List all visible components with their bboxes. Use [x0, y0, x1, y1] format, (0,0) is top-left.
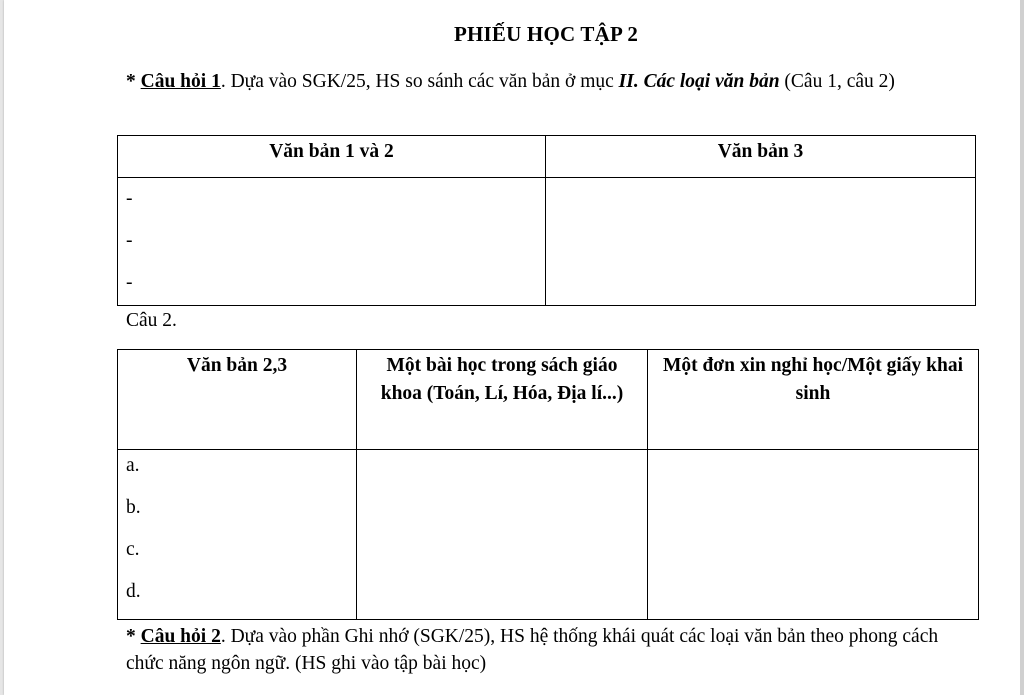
question-1-prefix: * [126, 71, 141, 92]
question-1-text-b: (Câu 1, câu 2) [779, 71, 895, 92]
page-title: PHIẾU HỌC TẬP 2 [453, 22, 639, 46]
table2-cell-1[interactable] [118, 450, 357, 620]
table2-header-1: Văn bản 2,3 [118, 350, 357, 450]
list-item: - [126, 230, 133, 251]
question-1 [126, 68, 976, 95]
question-1-text-a: . Dựa vào SGK/25, HS so sánh các văn bản ở mục [220, 71, 619, 92]
table1-header-2: Văn bản 3 [546, 136, 976, 178]
list-item: - [126, 188, 133, 209]
document-page [4, 0, 1020, 695]
list-item: c. [126, 539, 140, 560]
list-item: d. [126, 581, 141, 602]
list-item: - [126, 272, 133, 293]
cau-2-label: Câu 2. [126, 310, 177, 331]
comparison-table-2 [117, 349, 979, 620]
table1-cell-1[interactable] [118, 178, 546, 306]
question-2-label: Câu hỏi 2 [140, 626, 221, 647]
question-2 [126, 623, 976, 677]
table2-cell-2[interactable] [357, 450, 648, 620]
table1-header-1: Văn bản 1 và 2 [118, 136, 546, 178]
table-header-row [118, 350, 979, 450]
list-item: a. [126, 455, 140, 476]
table2-header-3: Một đơn xin nghỉ học/Một giấy khai sinh [648, 350, 979, 450]
question-1-emphasis: II. Các loại văn bản [618, 71, 780, 92]
question-2-text: . Dựa vào phần Ghi nhớ (SGK/25), HS hệ thống khái quát các loại văn bản theo phong cách chức năng ngôn ngữ. (HS ghi vào tập bài học) [126, 626, 939, 674]
table-header-row [118, 136, 976, 178]
window-edge [1020, 0, 1024, 695]
question-2-prefix: * [126, 626, 141, 647]
list-item: b. [126, 497, 141, 518]
table2-header-2: Một bài học trong sách giáo khoa (Toán, Lí, Hóa, Địa lí...) [357, 350, 648, 450]
question-1-label: Câu hỏi 1 [140, 71, 221, 92]
comparison-table-1 [117, 135, 976, 306]
table-row [118, 450, 979, 620]
table1-cell-2[interactable] [546, 178, 976, 306]
table2-cell-3[interactable] [648, 450, 979, 620]
table-row [118, 178, 976, 306]
